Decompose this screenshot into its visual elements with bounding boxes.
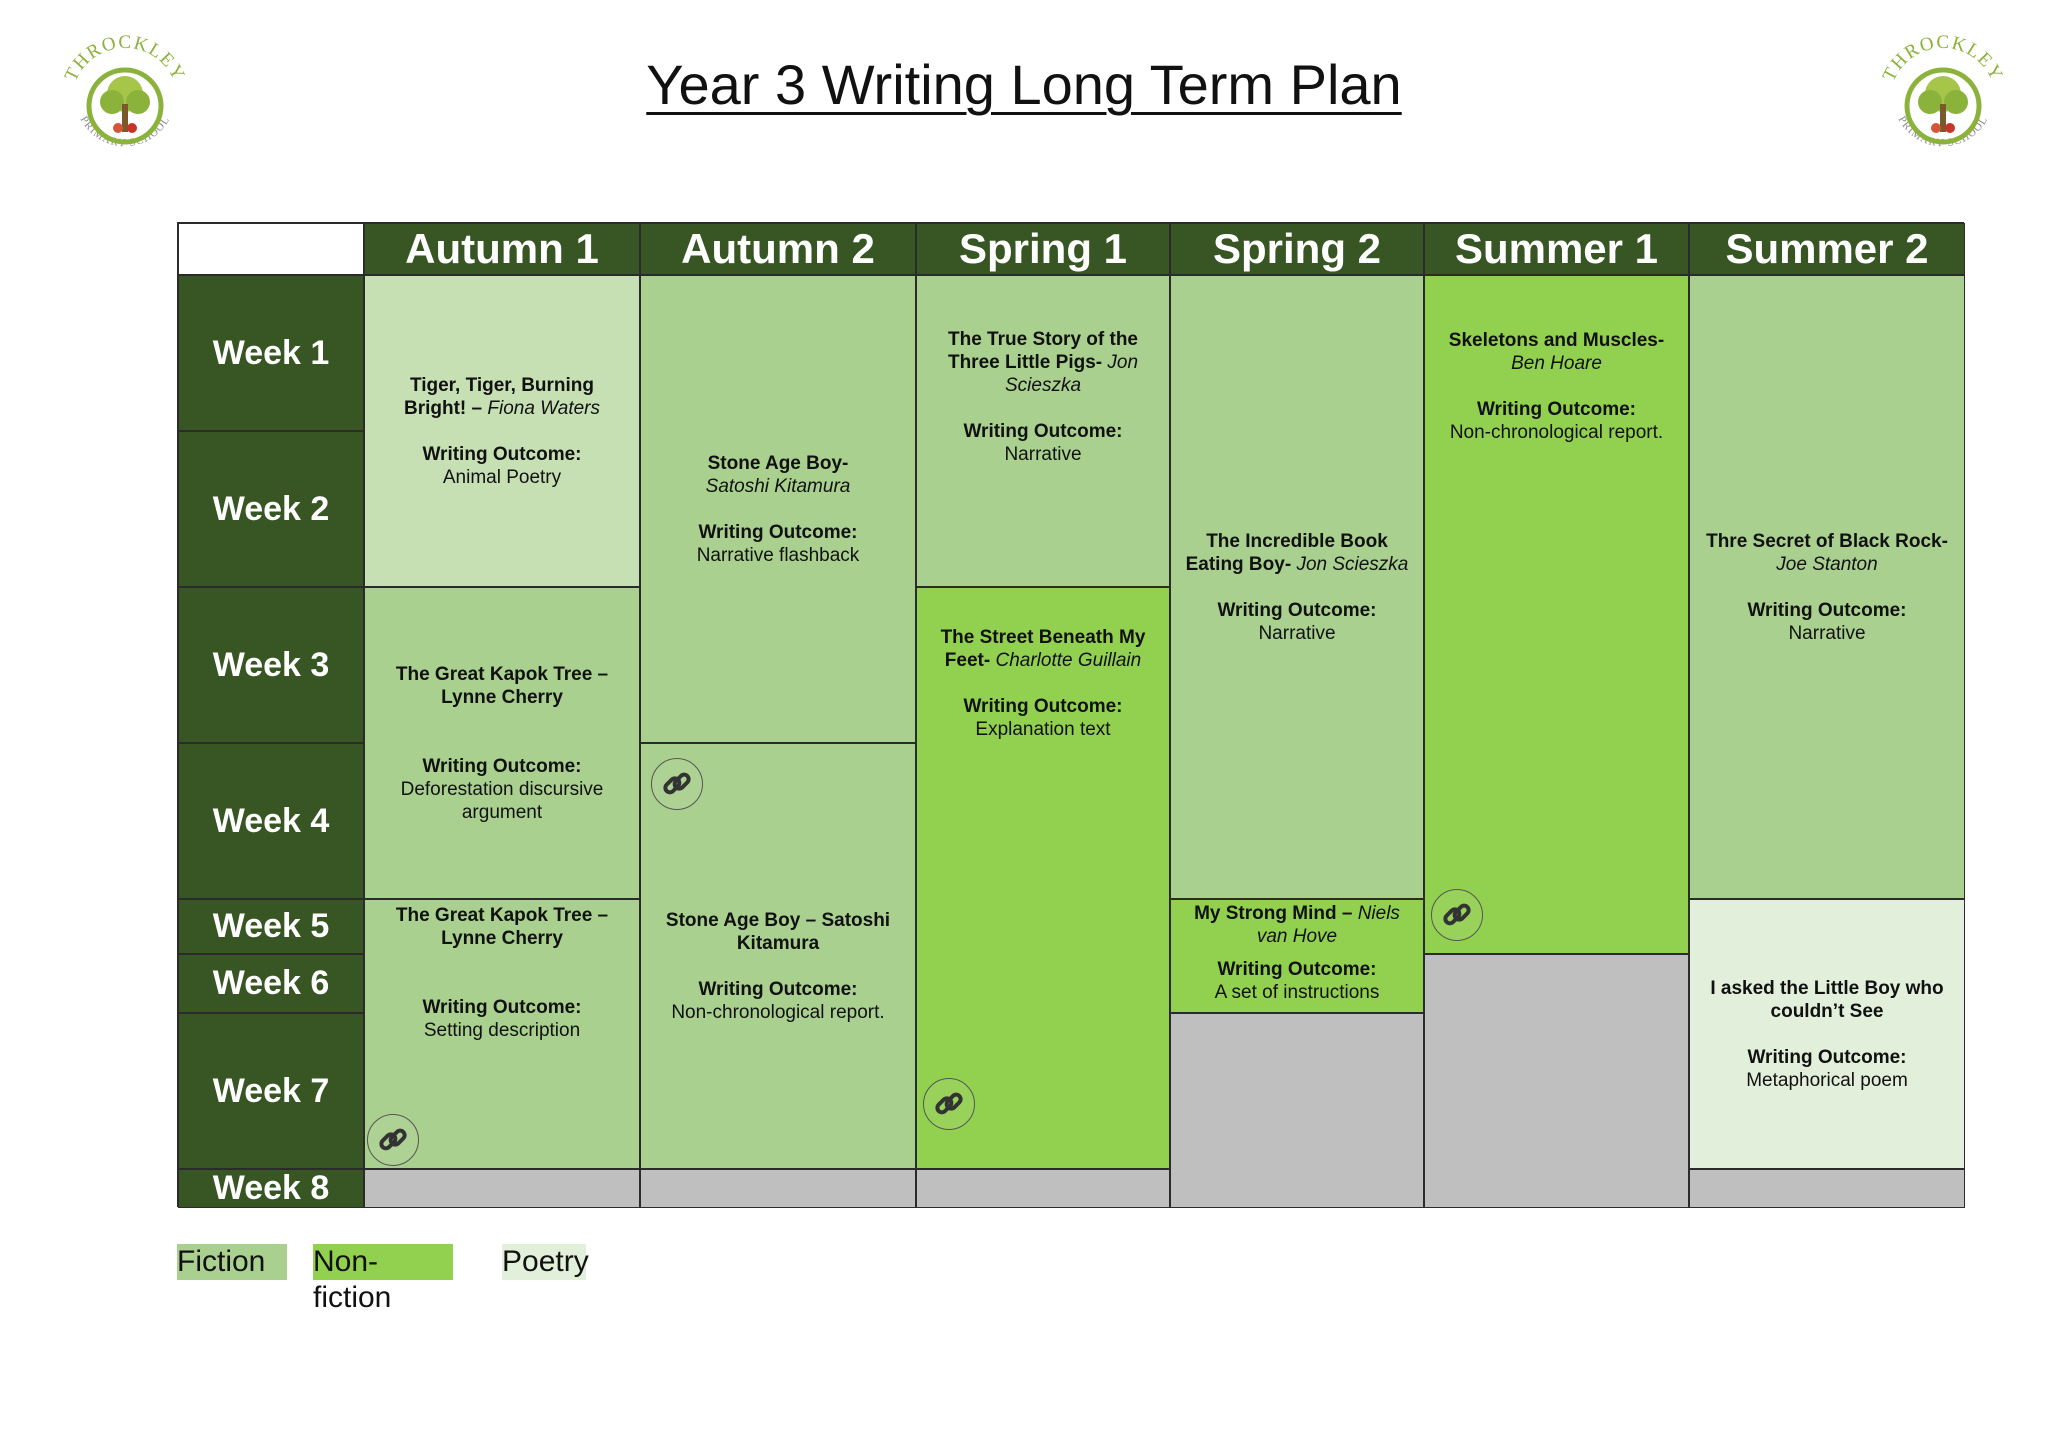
unit-book: Stone Age Boy – Satoshi Kitamura xyxy=(665,909,891,954)
unit-outcome-label: Writing Outcome: xyxy=(422,755,582,777)
unit-author: Jon Scieszka xyxy=(1004,352,1139,396)
unit-outcome: Narrative xyxy=(1788,622,1866,644)
unit-book: My Strong Mind – xyxy=(1194,903,1358,924)
unit-autumn1-poetry xyxy=(364,275,640,587)
unit-author: Joe Stanton xyxy=(1776,553,1878,575)
logo-top-text: THROCKLEY xyxy=(1878,31,2008,85)
unit-outcome: Metaphorical poem xyxy=(1746,1069,1908,1091)
week-label-5: Week 5 xyxy=(178,899,364,954)
chain-link-icon xyxy=(932,1087,966,1121)
unit-outcome-label: Writing Outcome: xyxy=(698,521,858,543)
unit-outcome: Narrative xyxy=(1258,622,1336,644)
chain-link-icon xyxy=(660,767,694,801)
hyperlink-icon[interactable] xyxy=(367,1114,419,1166)
unit-book: The Great Kapok Tree – Lynne Cherry xyxy=(395,663,609,708)
hyperlink-icon[interactable] xyxy=(923,1078,975,1130)
unit-author: Charlotte Guillain xyxy=(995,650,1142,671)
unit-outcome: Deforestation discursive argument xyxy=(400,778,604,823)
term-header-spring-1: Spring 1 xyxy=(916,223,1170,275)
unit-book: The Great Kapok Tree – Lynne Cherry xyxy=(395,905,609,949)
unit-outcome: Non-chronological report. xyxy=(671,1001,885,1023)
unit-outcome: A set of instructions xyxy=(1214,982,1380,1003)
week-label-3: Week 3 xyxy=(178,587,364,743)
unit-spring2-narrative xyxy=(1170,275,1424,899)
unit-summer2-poem xyxy=(1689,899,1965,1169)
empty-cell xyxy=(364,1169,640,1208)
unit-outcome-label: Writing Outcome: xyxy=(698,978,858,1000)
unit-book: The True Story of the Three Little Pigs- xyxy=(947,329,1139,373)
unit-autumn1-setting xyxy=(364,899,640,1169)
unit-outcome: Animal Poetry xyxy=(442,466,562,488)
week-label-2: Week 2 xyxy=(178,431,364,587)
logo-bottom-text: PRIMARY SCHOOL xyxy=(1895,114,1991,150)
term-header-summer-2: Summer 2 xyxy=(1689,223,1965,275)
unit-outcome: Non-chronological report. xyxy=(1449,422,1664,443)
unit-autumn1-discursive xyxy=(364,587,640,899)
unit-outcome: Setting description xyxy=(423,1020,581,1041)
chain-link-icon xyxy=(1440,898,1474,932)
unit-summer1-report xyxy=(1424,275,1689,954)
unit-spring1-explanation xyxy=(916,587,1170,1169)
week-label-6: Week 6 xyxy=(178,954,364,1013)
week-label-7: Week 7 xyxy=(178,1013,364,1169)
logo-top-text: THROCKLEY xyxy=(60,31,190,85)
week-label-4: Week 4 xyxy=(178,743,364,899)
unit-book: I asked the Little Boy who couldn’t See xyxy=(1710,977,1944,1022)
unit-book: Tiger, Tiger, Burning Bright! – xyxy=(403,374,595,419)
unit-spring1-narrative xyxy=(916,275,1170,587)
term-header-autumn-1: Autumn 1 xyxy=(364,223,640,275)
unit-book: The Street Beneath My Feet- xyxy=(940,627,1146,671)
empty-cell xyxy=(916,1169,1170,1208)
chain-link-icon xyxy=(376,1123,410,1157)
empty-cell xyxy=(640,1169,916,1208)
unit-outcome-label: Writing Outcome: xyxy=(1747,599,1907,621)
logo-bottom-text: PRIMARY SCHOOL xyxy=(77,114,173,150)
unit-outcome-label: Writing Outcome: xyxy=(963,421,1123,442)
term-header-spring-2: Spring 2 xyxy=(1170,223,1424,275)
unit-outcome-label: Writing Outcome: xyxy=(1217,959,1377,980)
unit-autumn2-flashback xyxy=(640,275,916,743)
unit-outcome-label: Writing Outcome: xyxy=(422,443,582,465)
legend-poetry: Poetry xyxy=(502,1245,589,1278)
unit-outcome: Narrative xyxy=(1004,444,1082,465)
unit-autumn2-report xyxy=(640,743,916,1169)
term-header-autumn-2: Autumn 2 xyxy=(640,223,916,275)
unit-author: Jon Scieszka xyxy=(1296,553,1409,575)
unit-outcome-label: Writing Outcome: xyxy=(422,997,582,1018)
unit-outcome-label: Writing Outcome: xyxy=(963,696,1123,717)
unit-summer2-narrative xyxy=(1689,275,1965,899)
unit-book: Thre Secret of Black Rock- xyxy=(1706,530,1948,552)
unit-author: Fiona Waters xyxy=(487,397,601,419)
unit-book: The Incredible Book Eating Boy- xyxy=(1185,530,1388,575)
legend-fiction: Fiction xyxy=(177,1244,287,1280)
hyperlink-icon[interactable] xyxy=(651,758,703,810)
unit-author: Ben Hoare xyxy=(1511,353,1602,374)
empty-cell xyxy=(1170,1013,1424,1208)
empty-cell xyxy=(1689,1169,1965,1208)
week-label-8: Week 8 xyxy=(178,1169,364,1208)
unit-outcome-label: Writing Outcome: xyxy=(1217,599,1377,621)
term-header-summer-1: Summer 1 xyxy=(1424,223,1689,275)
unit-spring2-instructions xyxy=(1170,899,1424,1013)
unit-author: Niels van Hove xyxy=(1256,903,1400,947)
unit-book: Stone Age Boy- xyxy=(707,452,849,474)
week-label-1: Week 1 xyxy=(178,275,364,431)
unit-outcome: Explanation text xyxy=(975,719,1111,740)
legend-non-fiction: Non-fiction xyxy=(313,1244,453,1280)
unit-outcome-label: Writing Outcome: xyxy=(1747,1046,1907,1068)
hyperlink-icon[interactable] xyxy=(1431,889,1483,941)
unit-book: Skeletons and Muscles- xyxy=(1448,330,1665,351)
plan-table xyxy=(177,222,1964,1207)
empty-cell xyxy=(1424,954,1689,1208)
header-blank-cell xyxy=(178,223,364,275)
page-title: Year 3 Writing Long Term Plan xyxy=(646,53,1402,116)
unit-outcome: Narrative flashback xyxy=(696,544,860,566)
unit-outcome-label: Writing Outcome: xyxy=(1476,399,1637,420)
unit-author: Satoshi Kitamura xyxy=(705,475,851,497)
